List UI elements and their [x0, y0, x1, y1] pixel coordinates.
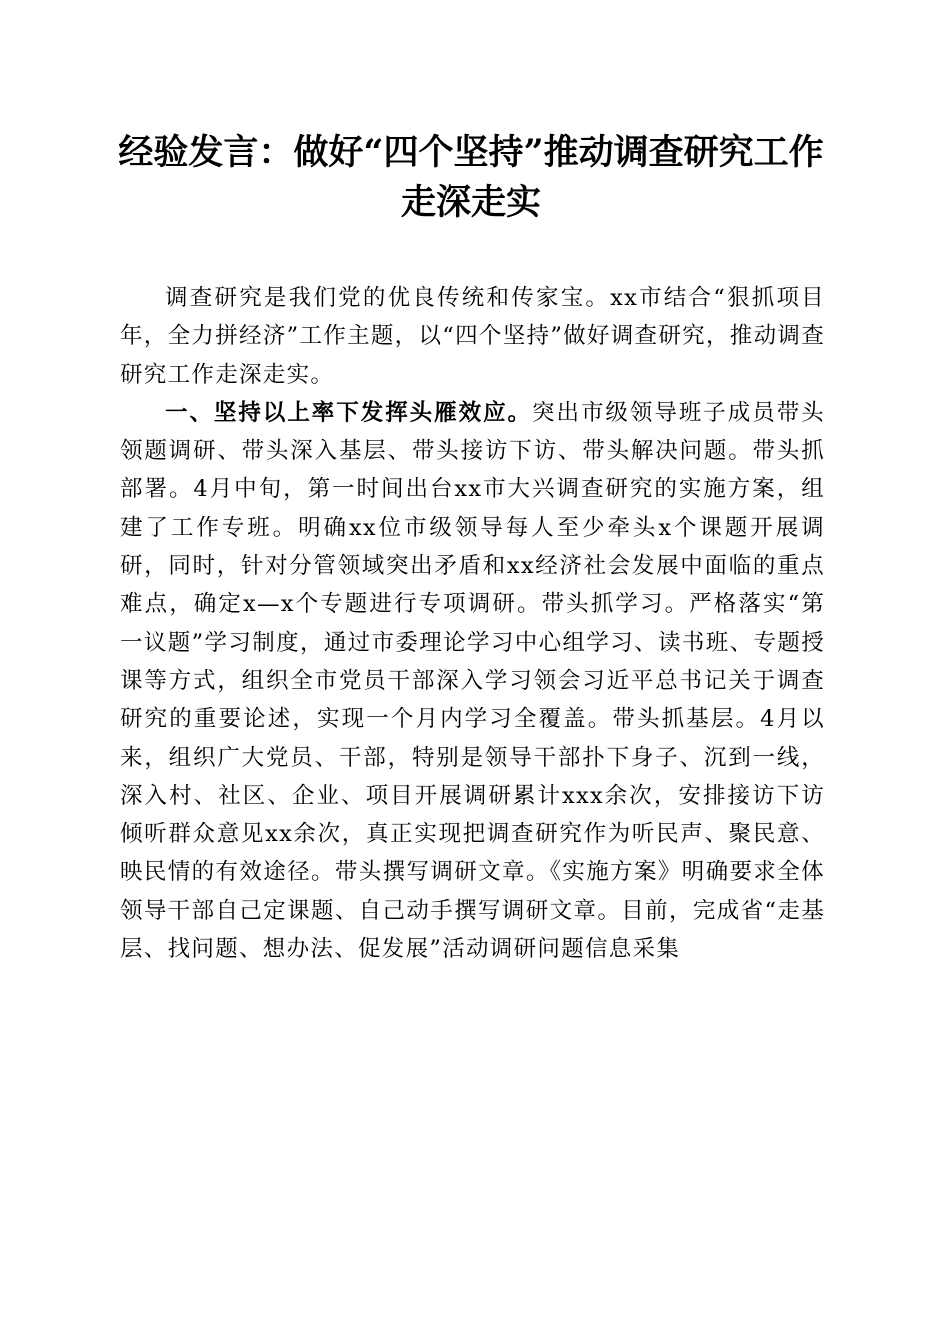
paragraph-text: 突出市级领导班子成员带头领题调研、带头深入基层、带头接访下访、带头解决问题。带头抓部署。4月中旬，第一时间出台xx市大兴调查研究的实施方案，组建了工作专班。明确xx位市级领导每人至少牵头x个课题开展调研，同时，针对分管领域突出矛盾和xx经济社会发展中面临的重点难点，确定x—x个专题进行专项调研。带头抓学习。严格落实“第一议题”学习制度，通过市委理论学习中心组学习、读书班、专题授课等方式，组织全市党员干部深入学习领会习近平总书记关于调查研究的重要论述，实现一个月内学习全覆盖。带头抓基层。4月以来，组织广大党员、干部，特别是领导干部扑下身子、沉到一线，深入村、社区、企业、项目开展调研累计xxx余次，安排接访下访倾听群众意见xx余次，真正实现把调查研究作为听民声、聚民意、映民情的有效途径。带头撰写调研文章。《实施方案》明确要求全体领导干部自己定课题、自己动手撰写调研文章。目前，完成省“走基层、找问题、想办法、促发展”活动调研问题信息采集: [120, 399, 825, 963]
section-one-paragraph: [120, 394, 825, 968]
document-body: [120, 279, 825, 968]
document-title: 经验发言：做好“四个坚持”推动调查研究工作走深走实: [118, 132, 824, 223]
intro-paragraph: [120, 279, 825, 394]
section-one-heading: 一、坚持以上率下发挥头雁效应。: [165, 399, 533, 426]
paragraph-text: 调查研究是我们党的优良传统和传家宝。xx市结合“狠抓项目年，全力拼经济”工作主题，以“四个坚持”做好调查研究，推动调查研究工作走深走实。: [120, 285, 825, 388]
